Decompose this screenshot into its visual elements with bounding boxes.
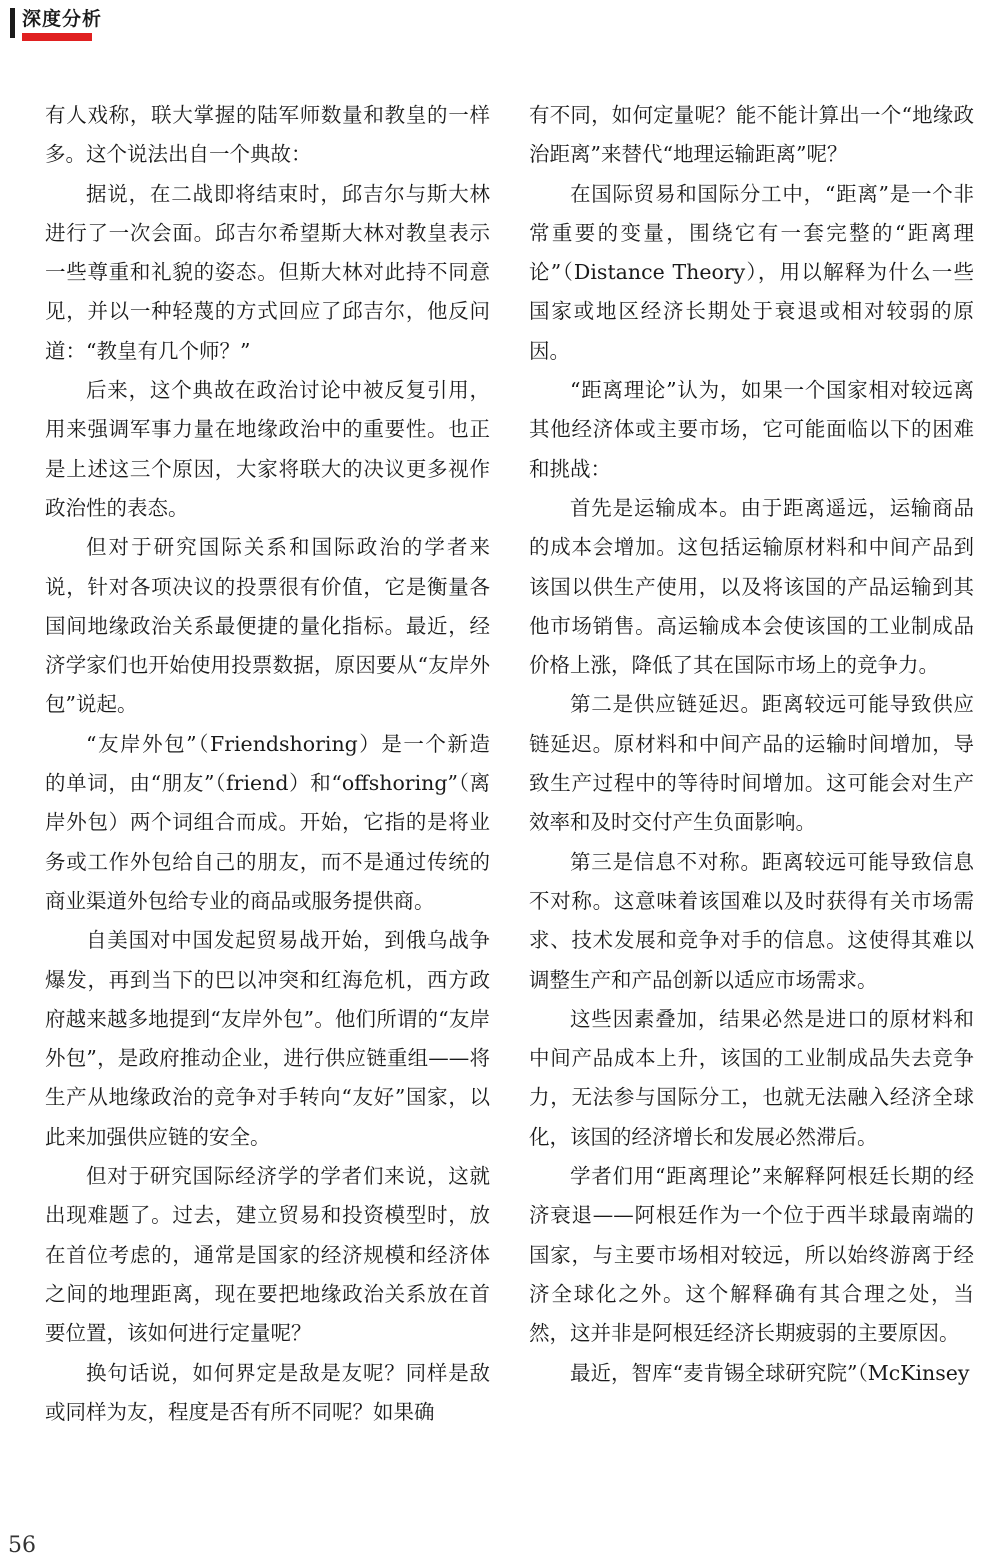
header-underline — [22, 33, 92, 41]
paragraph: 在国际贸易和国际分工中，“距离”是一个非常重要的变量，围绕它有一套完整的“距离理论”（Distance Theory），用以解释为什么一些国家或地区经济长期处于衰退或相对较弱的原因。 — [529, 181, 974, 363]
left-column — [45, 96, 490, 1432]
paragraph: 最近，智库“麦肯锡全球研究院”（McKinsey — [570, 1360, 970, 1385]
paragraph: “友岸外包”（Friendshoring）是一个新造的单词，由“朋友”（friend）和“offshoring”（离岸外包）两个词组合而成。开始，它指的是将业务或工作外包给自己的朋友，而不是通过传统的商业渠道外包给专业的商品或服务提供商。 — [45, 731, 490, 913]
paragraph: 据说，在二战即将结束时，邱吉尔与斯大林进行了一次会面。邱吉尔希望斯大林对教皇表示一些尊重和礼貌的姿态。但斯大林对此持不同意见，并以一种轻蔑的方式回应了邱吉尔，他反问道：“教皇有几个师？” — [45, 181, 490, 363]
paragraph: 换句话说，如何界定是敌是友呢？同样是敌或同样为友，程度是否有所不同呢？如果确 — [45, 1360, 490, 1424]
paragraph: 第二是供应链延迟。距离较远可能导致供应链延迟。原材料和中间产品的运输时间增加，导致生产过程中的等待时间增加。这可能会对生产效率和及时交付产生负面影响。 — [529, 692, 974, 835]
page-number: 56 — [8, 1533, 36, 1558]
paragraph: 这些因素叠加，结果必然是进口的原材料和中间产品成本上升，该国的工业制成品失去竞争力，无法参与国际分工，也就无法融入经济全球化，该国的经济增长和发展必然滞后。 — [529, 1006, 974, 1149]
paragraph: 第三是信息不对称。距离较远可能导致信息不对称。这意味着该国难以及时获得有关市场需求、技术发展和竞争对手的信息。这使得其难以调整生产和产品创新以适应市场需求。 — [529, 849, 974, 992]
section-label: 深度分析 — [22, 8, 103, 30]
paragraph: 但对于研究国际经济学的学者们来说，这就出现难题了。过去，建立贸易和投资模型时，放在首位考虑的，通常是国家的经济规模和经济体之间的地理距离，现在要把地缘政治关系放在首要位置，该如何进行定量呢？ — [45, 1164, 490, 1346]
paragraph: 后来，这个典故在政治讨论中被反复引用，用来强调军事力量在地缘政治中的重要性。也正是上述这三个原因，大家将联大的决议更多视作政治性的表态。 — [45, 378, 490, 520]
paragraph: 有人戏称，联大掌握的陆军师数量和教皇的一样多。这个说法出自一个典故： — [45, 103, 490, 167]
right-column — [529, 96, 974, 1393]
paragraph: 自美国对中国发起贸易战开始，到俄乌战争爆发，再到当下的巴以冲突和红海危机，西方政府越来越多地提到“友岸外包”。他们所谓的“友岸外包”，是政府推动企业，进行供应链重组——将生产从地缘政治的竞争对手转向“友好”国家，以此来加强供应链的安全。 — [45, 928, 490, 1149]
paragraph: 首先是运输成本。由于距离遥远，运输商品的成本会增加。这包括运输原材料和中间产品到该国以供生产使用，以及将该国的产品运输到其他市场销售。高运输成本会使该国的工业制成品价格上涨，降低了其在国际市场上的竞争力。 — [529, 495, 974, 678]
paragraph: 但对于研究国际关系和国际政治的学者来说，针对各项决议的投票很有价值，它是衡量各国间地缘政治关系最便捷的量化指标。最近，经济学家们也开始使用投票数据，原因要从“友岸外包”说起。 — [45, 535, 490, 717]
paragraph: 学者们用“距离理论”来解释阿根廷长期的经济衰退——阿根廷作为一个位于西半球最南端的国家，与主要市场相对较远，所以始终游离于经济全球化之外。这个解释确有其合理之处，当然，这并非是阿根廷经济长期疲弱的主要原因。 — [529, 1164, 974, 1346]
paragraph: “距离理论”认为，如果一个国家相对较远离其他经济体或主要市场，它可能面临以下的困难和挑战： — [529, 378, 974, 481]
paragraph: 有不同，如何定量呢？能不能计算出一个“地缘政治距离”来替代“地理运输距离”呢？ — [529, 103, 974, 167]
header-bar — [10, 8, 15, 38]
